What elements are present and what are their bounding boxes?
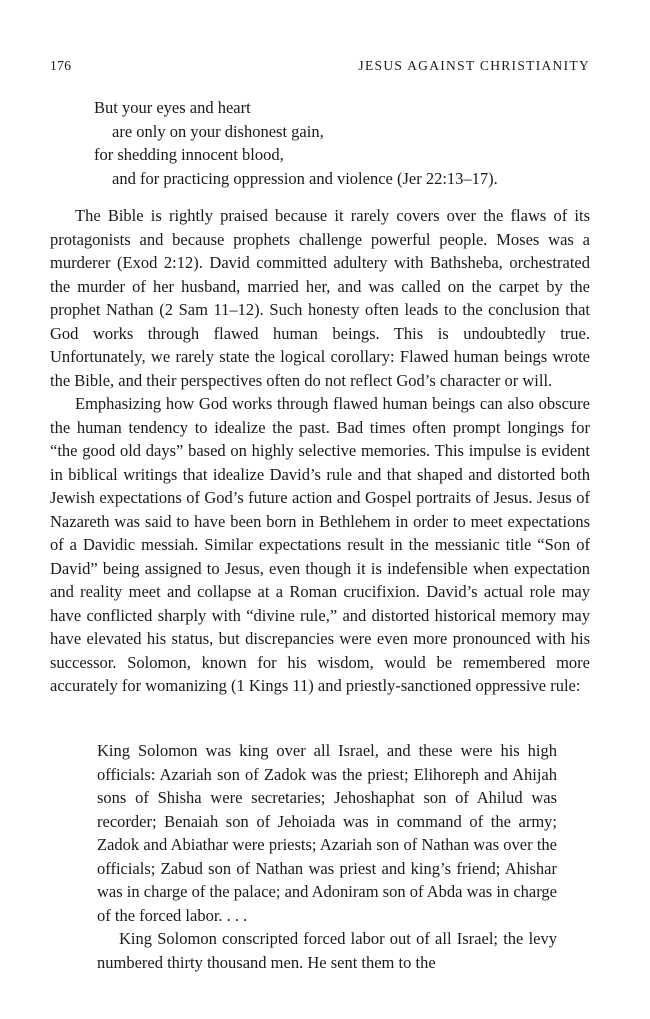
running-title: JESUS AGAINST CHRISTIANITY <box>358 58 590 73</box>
poem-line: and for practicing oppression and violence (Jer 22:13–17). <box>112 168 498 188</box>
poem-line: for shedding innocent blood, <box>94 145 284 164</box>
book-page <box>50 0 590 1019</box>
block-quotation <box>97 739 557 974</box>
block-quote-paragraph: King Solomon was king over all Israel, and these were his high officials: Azariah son of Zadok was the priest; Elihoreph and Ahijah sons of Shisha were secretaries; Jehoshaphat son of Ahilud was recorder; Benaiah son of Jehoiada was in command of the army; Zadok and Abiathar were priests; Azariah son of Nathan was over the officials; Zabud son of Nathan was priest and king’s friend; Ahishar was in charge of the palace; and Adoniram son of Abda was in charge of the forced labor. . . . <box>97 741 557 925</box>
poem-quotation <box>94 96 594 190</box>
poem-line: But your eyes and heart <box>94 98 251 117</box>
body-text <box>50 204 590 698</box>
running-head <box>50 58 590 78</box>
body-paragraph: Emphasizing how God works through flawed human beings can also obscure the human tendency to idealize the past. Bad times often prompt longings for “the good old days” based on highly selective memories. This impulse is evident in biblical writings that idealize David’s rule and that shaped and distorted both Jewish expectations of God’s future action and Gospel portraits of Jesus. Jesus of Nazareth was said to have been born in Bethlehem in order to meet expectations of a Davidic messiah. Similar expectations result in the messianic title “Son of David” being assigned to Jesus, even though it is indefensible when expectation and reality meet and collapse at a Roman crucifixion. David’s actual role may have conflicted sharply with “divine rule,” and distorted historical memory may have elevated his status, but discrepancies were even more pronounced with his successor. Solomon, known for his wisdom, would be remembered more accurately for womanizing (1 Kings 11) and priestly-sanctioned oppressive rule: <box>50 394 590 695</box>
page-number: 176 <box>50 58 72 73</box>
body-paragraph: The Bible is rightly praised because it rarely covers over the flaws of its protagonists and because prophets challenge powerful people. Moses was a murderer (Exod 2:12). David committed adultery with Bathsheba, orchestrated the murder of her husband, married her, and was called on the carpet by the prophet Nathan (2 Sam 11–12). Such honesty often leads to the conclusion that God works through flawed human beings. This is undoubtedly true. Unfortunately, we rarely state the logical corollary: Flawed human beings wrote the Bible, and their perspectives often do not reflect God’s character or will. <box>50 206 590 390</box>
block-quote-paragraph: King Solomon conscripted forced labor out of all Israel; the levy numbered thirty thousand men. He sent them to the <box>97 929 557 972</box>
poem-line: are only on your dishonest gain, <box>112 121 324 141</box>
